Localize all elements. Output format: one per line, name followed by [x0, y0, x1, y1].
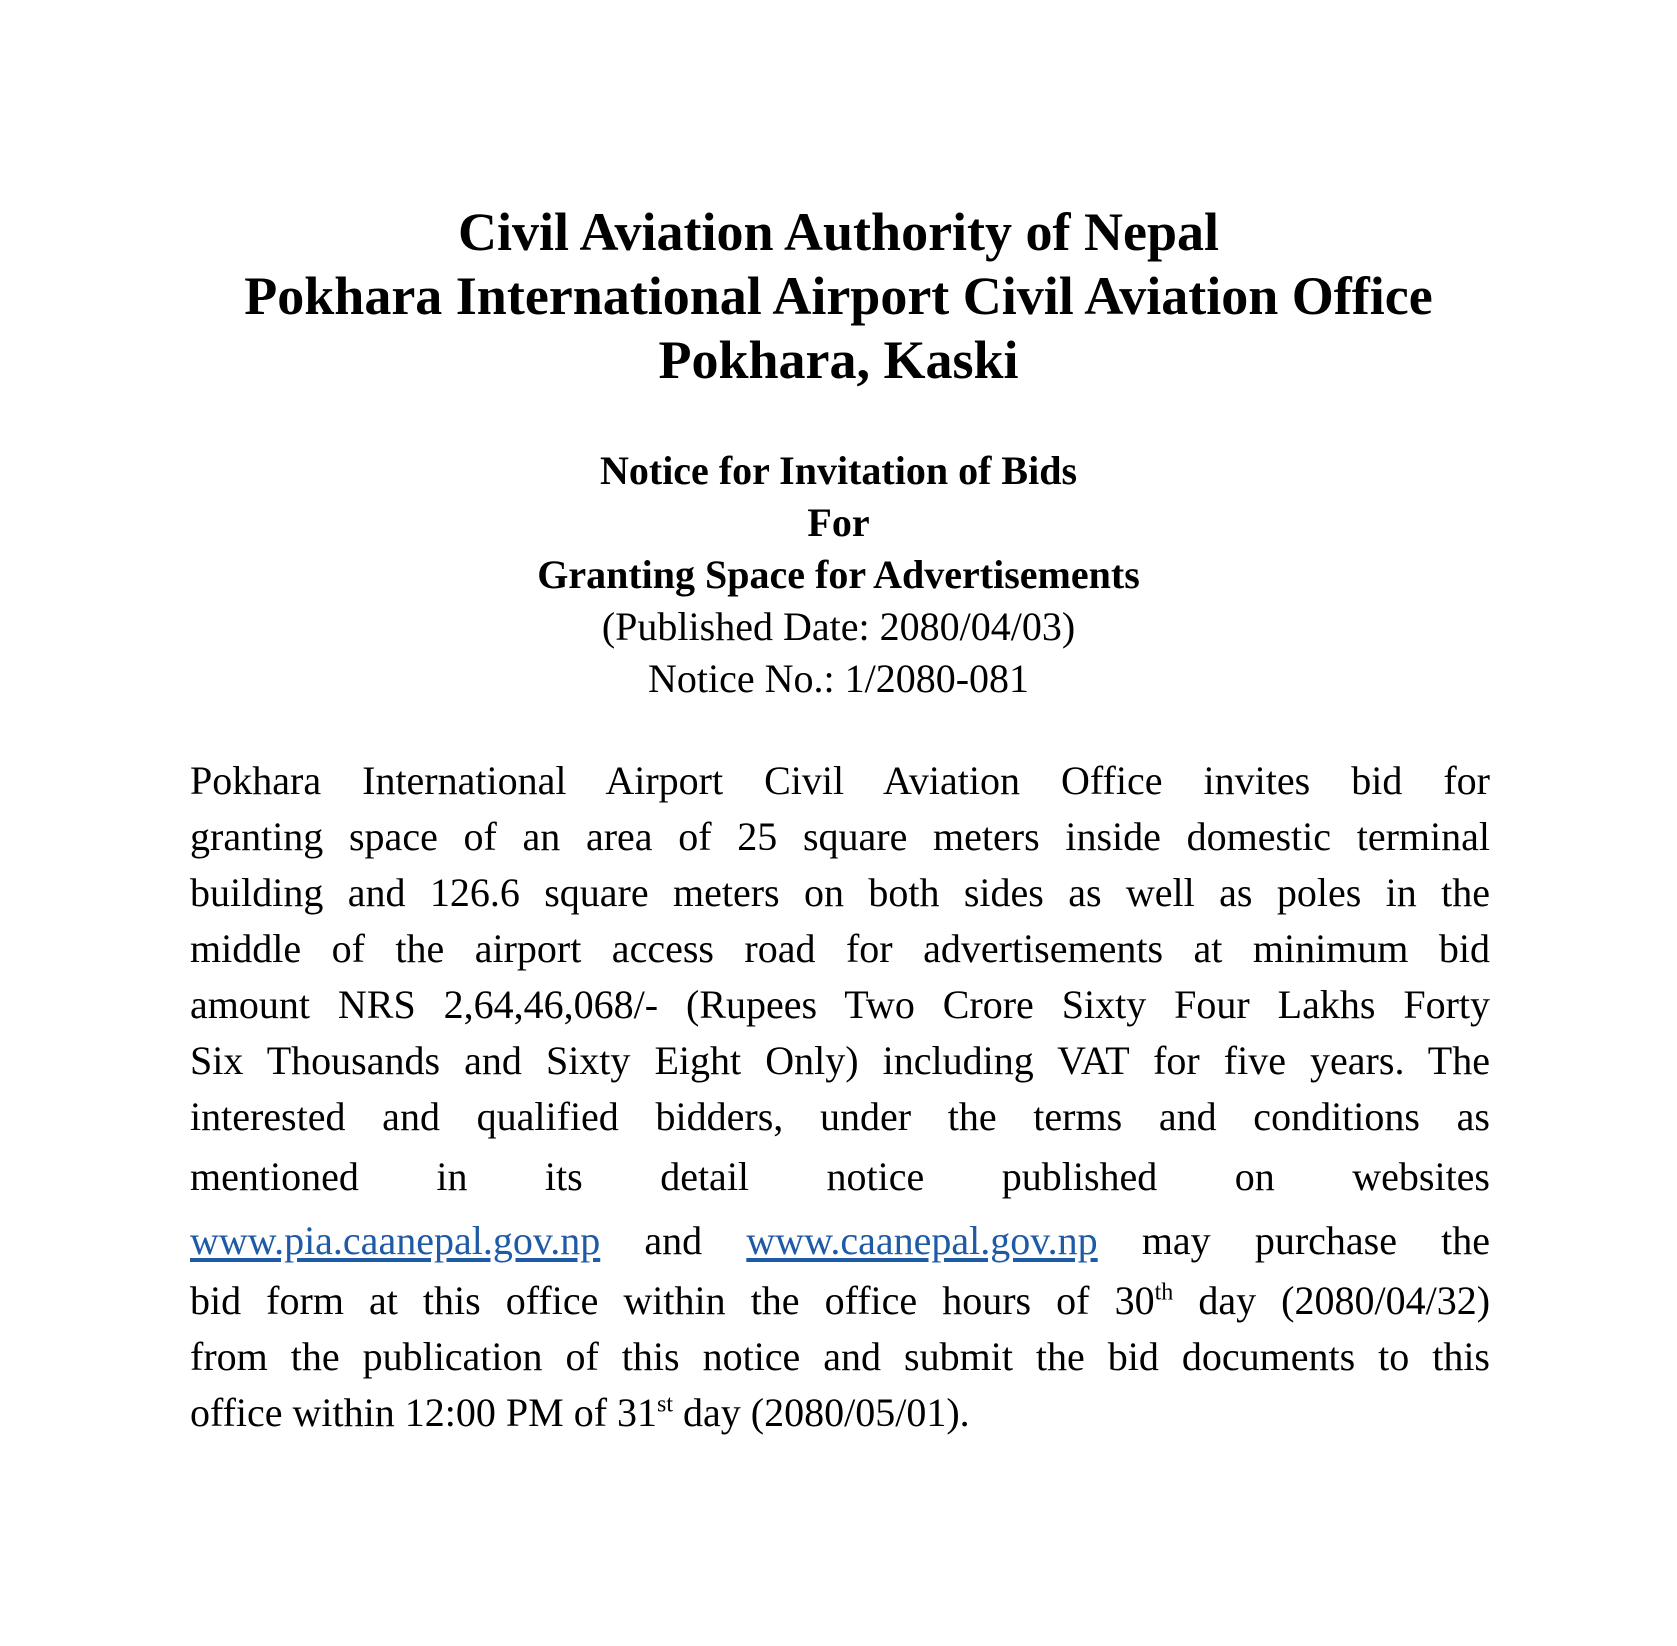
body-line: from the publication of this notice and submit the bid documents to this — [190, 1334, 1490, 1379]
body-text: office within 12:00 PM of 31 — [190, 1390, 658, 1435]
notice-subject: Granting Space for Advertisements — [537, 552, 1140, 597]
authority-name: Civil Aviation Authority of Nepal — [457, 202, 1220, 262]
body-text-purchase: may purchase the — [1141, 1218, 1491, 1263]
body-line: building and 126.6 square meters on both sides as well as poles in the — [190, 870, 1490, 915]
published-date: (Published Date: 2080/04/03) — [601, 604, 1076, 649]
purchase-deadline: day (2080/04/32) — [1198, 1278, 1491, 1323]
body-line-deadline — [190, 1273, 1490, 1329]
pia-website-link[interactable]: www.pia.caanepal.gov.np — [190, 1218, 601, 1263]
ordinal-suffix: st — [657, 1391, 674, 1418]
body-line: Six Thousands and Sixty Eight Only) including VAT for five years. The — [190, 1038, 1490, 1083]
body-line: middle of the airport access road for advertisements at minimum bid — [190, 926, 1490, 971]
caan-website-link[interactable]: www.caanepal.gov.np — [746, 1218, 1098, 1263]
notice-body — [190, 753, 1490, 1441]
body-text: bid form at this office within the office hours of 30 — [190, 1278, 1155, 1323]
notice-title: Notice for Invitation of Bids — [599, 448, 1078, 493]
notice-heading — [0, 445, 1677, 705]
body-line: granting space of an area of 25 square meters inside domestic terminal — [190, 814, 1490, 859]
body-line: amount NRS 2,64,46,068/- (Rupees Two Crore Sixty Four Lakhs Forty — [190, 982, 1490, 1027]
body-line: Pokhara International Airport Civil Aviation Office invites bid for — [190, 758, 1490, 803]
notice-title-for: For — [807, 500, 870, 545]
body-text-and: and — [644, 1218, 703, 1263]
office-location: Pokhara, Kaski — [658, 330, 1019, 390]
document-header — [0, 200, 1677, 392]
office-name: Pokhara International Airport Civil Aviation Office — [244, 266, 1433, 326]
notice-number: Notice No.: 1/2080-081 — [647, 656, 1030, 701]
body-line-submission — [190, 1385, 1490, 1441]
body-line-links — [190, 1209, 1490, 1273]
ordinal-suffix: th — [1154, 1279, 1174, 1306]
body-line: interested and qualified bidders, under the terms and conditions as — [190, 1094, 1490, 1139]
body-line: mentioned in its detail notice published on websites — [190, 1154, 1490, 1199]
submission-deadline: day (2080/05/01). — [683, 1390, 970, 1435]
